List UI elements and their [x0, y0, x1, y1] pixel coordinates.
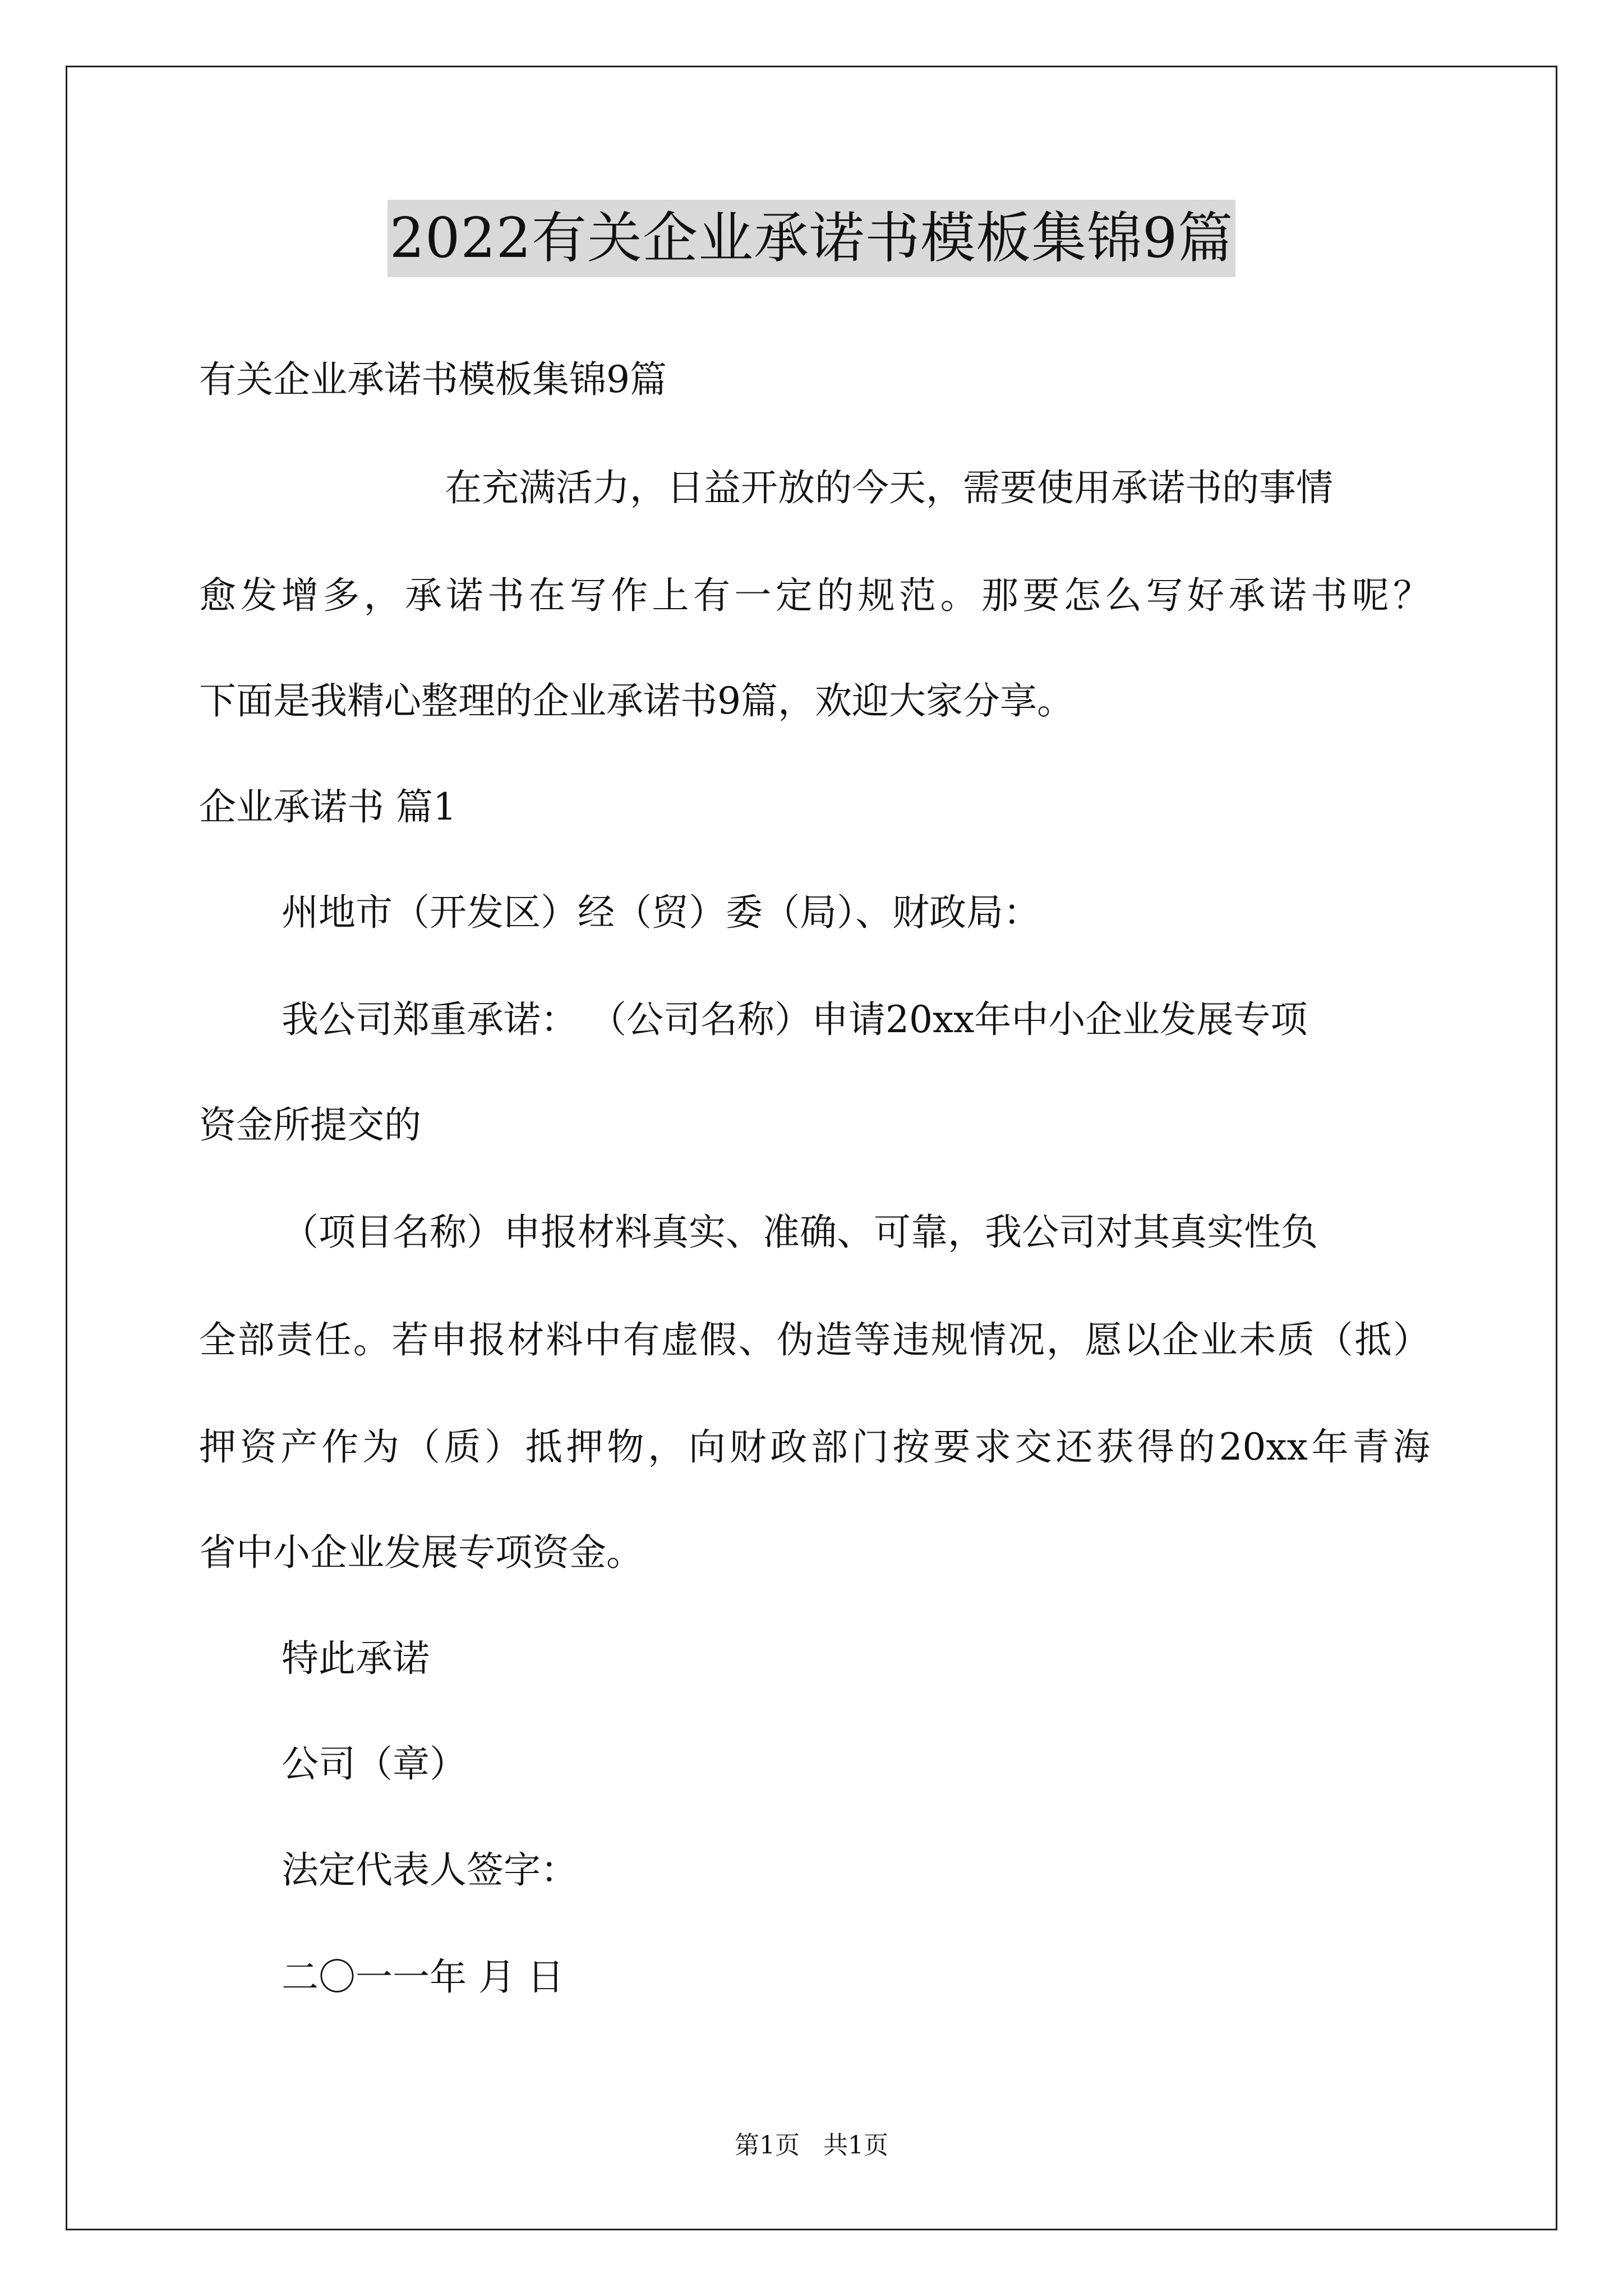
intro-line-1: 在充满活力，日益开放的今天，需要使用承诺书的事情: [445, 466, 1333, 509]
promise-line-4: 全部责任。若申报材料中有虚假、伪造等违规情况，愿以企业未质（抵）: [199, 1318, 1430, 1361]
promise-line-3: （项目名称）申报材料真实、准确、可靠，我公司对其真实性负: [282, 1211, 1318, 1254]
intro-line-3: 下面是我精心整理的企业承诺书9篇，欢迎大家分享。: [199, 679, 1074, 723]
closing-line: 特此承诺: [282, 1637, 430, 1680]
promise-line-2: 资金所提交的: [199, 1103, 421, 1147]
promise-line-6: 省中小企业发展专项资金。: [199, 1531, 643, 1574]
title-container: [0, 200, 1623, 277]
document-subtitle: 有关企业承诺书模板集锦9篇: [199, 358, 667, 401]
intro-line-2: 愈发增多，承诺书在写作上有一定的规范。那要怎么写好承诺书呢？: [199, 574, 1430, 617]
promise-line-5: 押资产作为（质）抵押物，向财政部门按要求交还获得的20xx年青海: [199, 1425, 1430, 1469]
signature-line: 法定代表人签字：: [282, 1848, 578, 1892]
date-line: 二〇一一年 月 日: [282, 1955, 564, 1999]
section-heading: 企业承诺书 篇1: [199, 785, 457, 829]
company-seal-line: 公司（章）: [282, 1742, 467, 1786]
promise-line-1: 我公司郑重承诺： （公司名称）申请20xx年中小企业发展专项: [282, 998, 1308, 1041]
document-title: 2022有关企业承诺书模板集锦9篇: [388, 200, 1236, 277]
addressee-line: 州地市（开发区）经（贸）委（局）、财政局：: [282, 891, 1040, 934]
page-footer: 第1页 共1页: [735, 2131, 888, 2160]
